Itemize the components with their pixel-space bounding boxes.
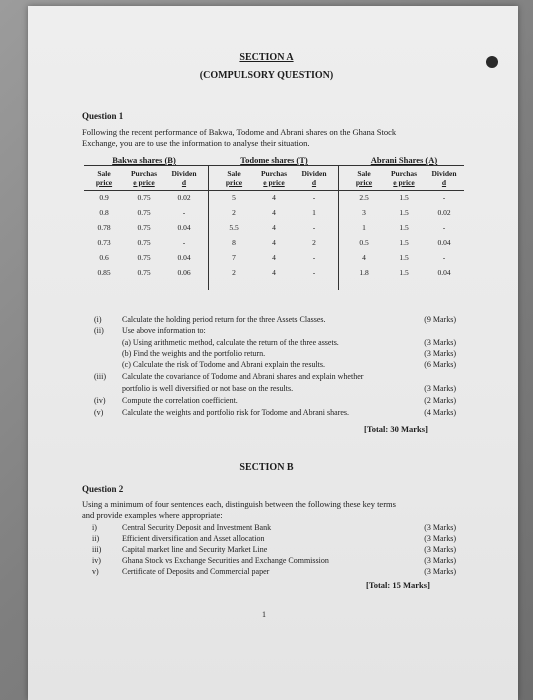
column-header-line: Purchas (130, 169, 158, 178)
intro-line: Exchange, you are to use the information to analyse their situation. (82, 138, 310, 148)
item-text: Calculate the covariance of Todome and Abrani shares and explain whether (122, 372, 364, 381)
table-cell: 0.8 (99, 208, 109, 217)
group-header-bakwa: Bakwa shares (B) (112, 155, 176, 165)
item-text: Compute the correlation coefficient. (122, 396, 238, 405)
item-number: (iii) (94, 372, 106, 381)
column-header (164, 169, 204, 187)
column-header-line: Dividen (171, 169, 197, 178)
question-2-total: [Total: 15 Marks] (366, 580, 430, 590)
table-cell: 0.75 (137, 268, 151, 277)
table-cell: 1.5 (399, 208, 409, 217)
item-marks: (4 Marks) (424, 408, 456, 417)
column-header (214, 169, 254, 187)
column-header (294, 169, 334, 187)
divider-2 (338, 165, 339, 290)
item-number: (v) (94, 408, 104, 417)
column-header-line: Dividen (431, 169, 457, 178)
item-number: i) (92, 523, 97, 532)
column-header-line: e price (263, 178, 285, 187)
table-cell: 2 (232, 208, 236, 217)
column-header-line: price (225, 178, 243, 187)
table-cell: 1.5 (399, 223, 409, 232)
item-marks: (9 Marks) (424, 315, 456, 324)
table-cell: - (442, 193, 446, 202)
divider-1 (208, 165, 209, 290)
item-marks: (3 Marks) (424, 384, 456, 393)
item-text: (c) Calculate the risk of Todome and Abrani explain the results. (122, 360, 326, 369)
table-cell: 4 (362, 253, 366, 262)
column-header-line: Sale (357, 169, 371, 178)
table-cell: 1.5 (399, 253, 409, 262)
section-a-subtitle: (COMPULSORY QUESTION) (199, 70, 334, 81)
column-header-line: Purchas (390, 169, 418, 178)
table-cell: 0.04 (177, 223, 191, 232)
item-text: (b) Find the weights and the portfolio return. (122, 349, 266, 358)
table-cell: 5.5 (229, 223, 239, 232)
table-cell: 0.75 (137, 208, 151, 217)
item-number: (iv) (94, 396, 106, 405)
column-header (124, 169, 164, 187)
item-marks: (3 Marks) (424, 349, 456, 358)
table-cell: 0.73 (97, 238, 111, 247)
item-marks: (3 Marks) (424, 556, 456, 565)
table-cell: 3 (362, 208, 366, 217)
table-cell: 4 (272, 238, 276, 247)
item-text: Ghana Stock vs Exchange Securities and Exchange Commission (122, 556, 329, 565)
intro-line: and provide examples where appropriate: (82, 510, 223, 520)
table-cell: 4 (272, 268, 276, 277)
table-cell: 0.04 (177, 253, 191, 262)
table-cell: 4 (272, 193, 276, 202)
group-header-abrani: Abrani Shares (A) (370, 155, 438, 165)
table-cell: 1.8 (359, 268, 369, 277)
item-number: v) (92, 567, 99, 576)
table-cell: 1.5 (399, 193, 409, 202)
item-number: (ii) (94, 326, 104, 335)
column-header (424, 169, 464, 187)
table-cell: 0.5 (359, 238, 369, 247)
item-text: Calculate the weights and portfolio risk for Todome and Abrani shares. (122, 408, 350, 417)
table-cell: 0.78 (97, 223, 111, 232)
question-1-total: [Total: 30 Marks] (364, 424, 428, 434)
item-text: Efficient diversification and Asset allocation (122, 534, 265, 543)
table-cell: 2 (312, 238, 316, 247)
item-number: iii) (92, 545, 102, 554)
shares-table (84, 155, 464, 295)
column-header-line: d (181, 178, 187, 187)
table-cell: 7 (232, 253, 236, 262)
column-header-line: price (95, 178, 113, 187)
section-a-title: SECTION A (239, 52, 294, 63)
table-cell: 2 (232, 268, 236, 277)
table-cell: 0.04 (437, 268, 451, 277)
rule-header (84, 190, 464, 191)
table-cell: 4 (272, 223, 276, 232)
table-cell: 1 (362, 223, 366, 232)
table-cell: 5 (232, 193, 236, 202)
column-header-line: e price (393, 178, 415, 187)
table-cell: 4 (272, 208, 276, 217)
section-b-title: SECTION B (239, 462, 294, 473)
item-text: Use above information to: (122, 326, 206, 335)
table-cell: 0.85 (97, 268, 111, 277)
question-2-intro (82, 499, 462, 521)
intro-line: Using a minimum of four sentences each, distinguish between the following these key terms (82, 499, 396, 509)
column-header-line: e price (133, 178, 155, 187)
table-cell: 0.75 (137, 223, 151, 232)
table-cell: 2.5 (359, 193, 369, 202)
table-cell: 1.5 (399, 268, 409, 277)
column-header (254, 169, 294, 187)
item-marks: (3 Marks) (424, 523, 456, 532)
table-cell: 0.02 (437, 208, 451, 217)
table-cell: - (312, 253, 316, 262)
item-text: Capital market line and Security Market Line (122, 545, 268, 554)
item-text: Certificate of Deposits and Commercial paper (122, 567, 270, 576)
table-cell: 0.75 (137, 253, 151, 262)
item-marks: (6 Marks) (424, 360, 456, 369)
table-cell: 0.04 (437, 238, 451, 247)
item-marks: (3 Marks) (424, 534, 456, 543)
item-number: iv) (92, 556, 101, 565)
column-header-line: Dividen (301, 169, 327, 178)
table-cell: 1 (312, 208, 316, 217)
column-header-line: d (311, 178, 317, 187)
table-cell: 0.9 (99, 193, 109, 202)
table-cell: 1.5 (399, 238, 409, 247)
column-header (384, 169, 424, 187)
page-number: 1 (262, 610, 266, 619)
table-cell: 0.75 (137, 193, 151, 202)
item-text: Calculate the holding period return for the three Assets Classes. (122, 315, 326, 324)
column-header (344, 169, 384, 187)
table-cell: - (182, 208, 186, 217)
question-1-intro (82, 127, 462, 149)
item-marks: (2 Marks) (424, 396, 456, 405)
item-text: Central Security Deposit and Investment Bank (122, 523, 272, 532)
item-marks: (3 Marks) (424, 567, 456, 576)
item-text: portfolio is well diversified or not base on the results. (122, 384, 294, 393)
column-header-line: price (355, 178, 373, 187)
column-header-line: d (441, 178, 447, 187)
table-cell: 0.75 (137, 238, 151, 247)
question-1-title: Question 1 (82, 111, 124, 121)
rule-top (84, 165, 464, 166)
intro-line: Following the recent performance of Bakwa, Todome and Abrani shares on the Ghana Stock (82, 127, 397, 137)
table-cell: 0.02 (177, 193, 191, 202)
table-cell: 4 (272, 253, 276, 262)
item-marks: (3 Marks) (424, 545, 456, 554)
table-cell: - (312, 268, 316, 277)
column-header (84, 169, 124, 187)
item-text: (a) Using arithmetic method, calculate the return of the three assets. (122, 338, 339, 347)
table-cell: - (182, 238, 186, 247)
question-2-title: Question 2 (82, 484, 124, 494)
column-header-line: Sale (227, 169, 241, 178)
item-number: ii) (92, 534, 100, 543)
table-cell: - (312, 193, 316, 202)
item-number: (i) (94, 315, 102, 324)
table-cell: 0.6 (99, 253, 109, 262)
table-cell: - (442, 223, 446, 232)
column-header-line: Sale (97, 169, 111, 178)
table-cell: - (312, 223, 316, 232)
column-header-line: Purchas (260, 169, 288, 178)
item-marks: (3 Marks) (424, 338, 456, 347)
group-header-todome: Todome shares (T) (240, 155, 308, 165)
table-cell: 0.06 (177, 268, 191, 277)
table-cell: 8 (232, 238, 236, 247)
table-cell: - (442, 253, 446, 262)
